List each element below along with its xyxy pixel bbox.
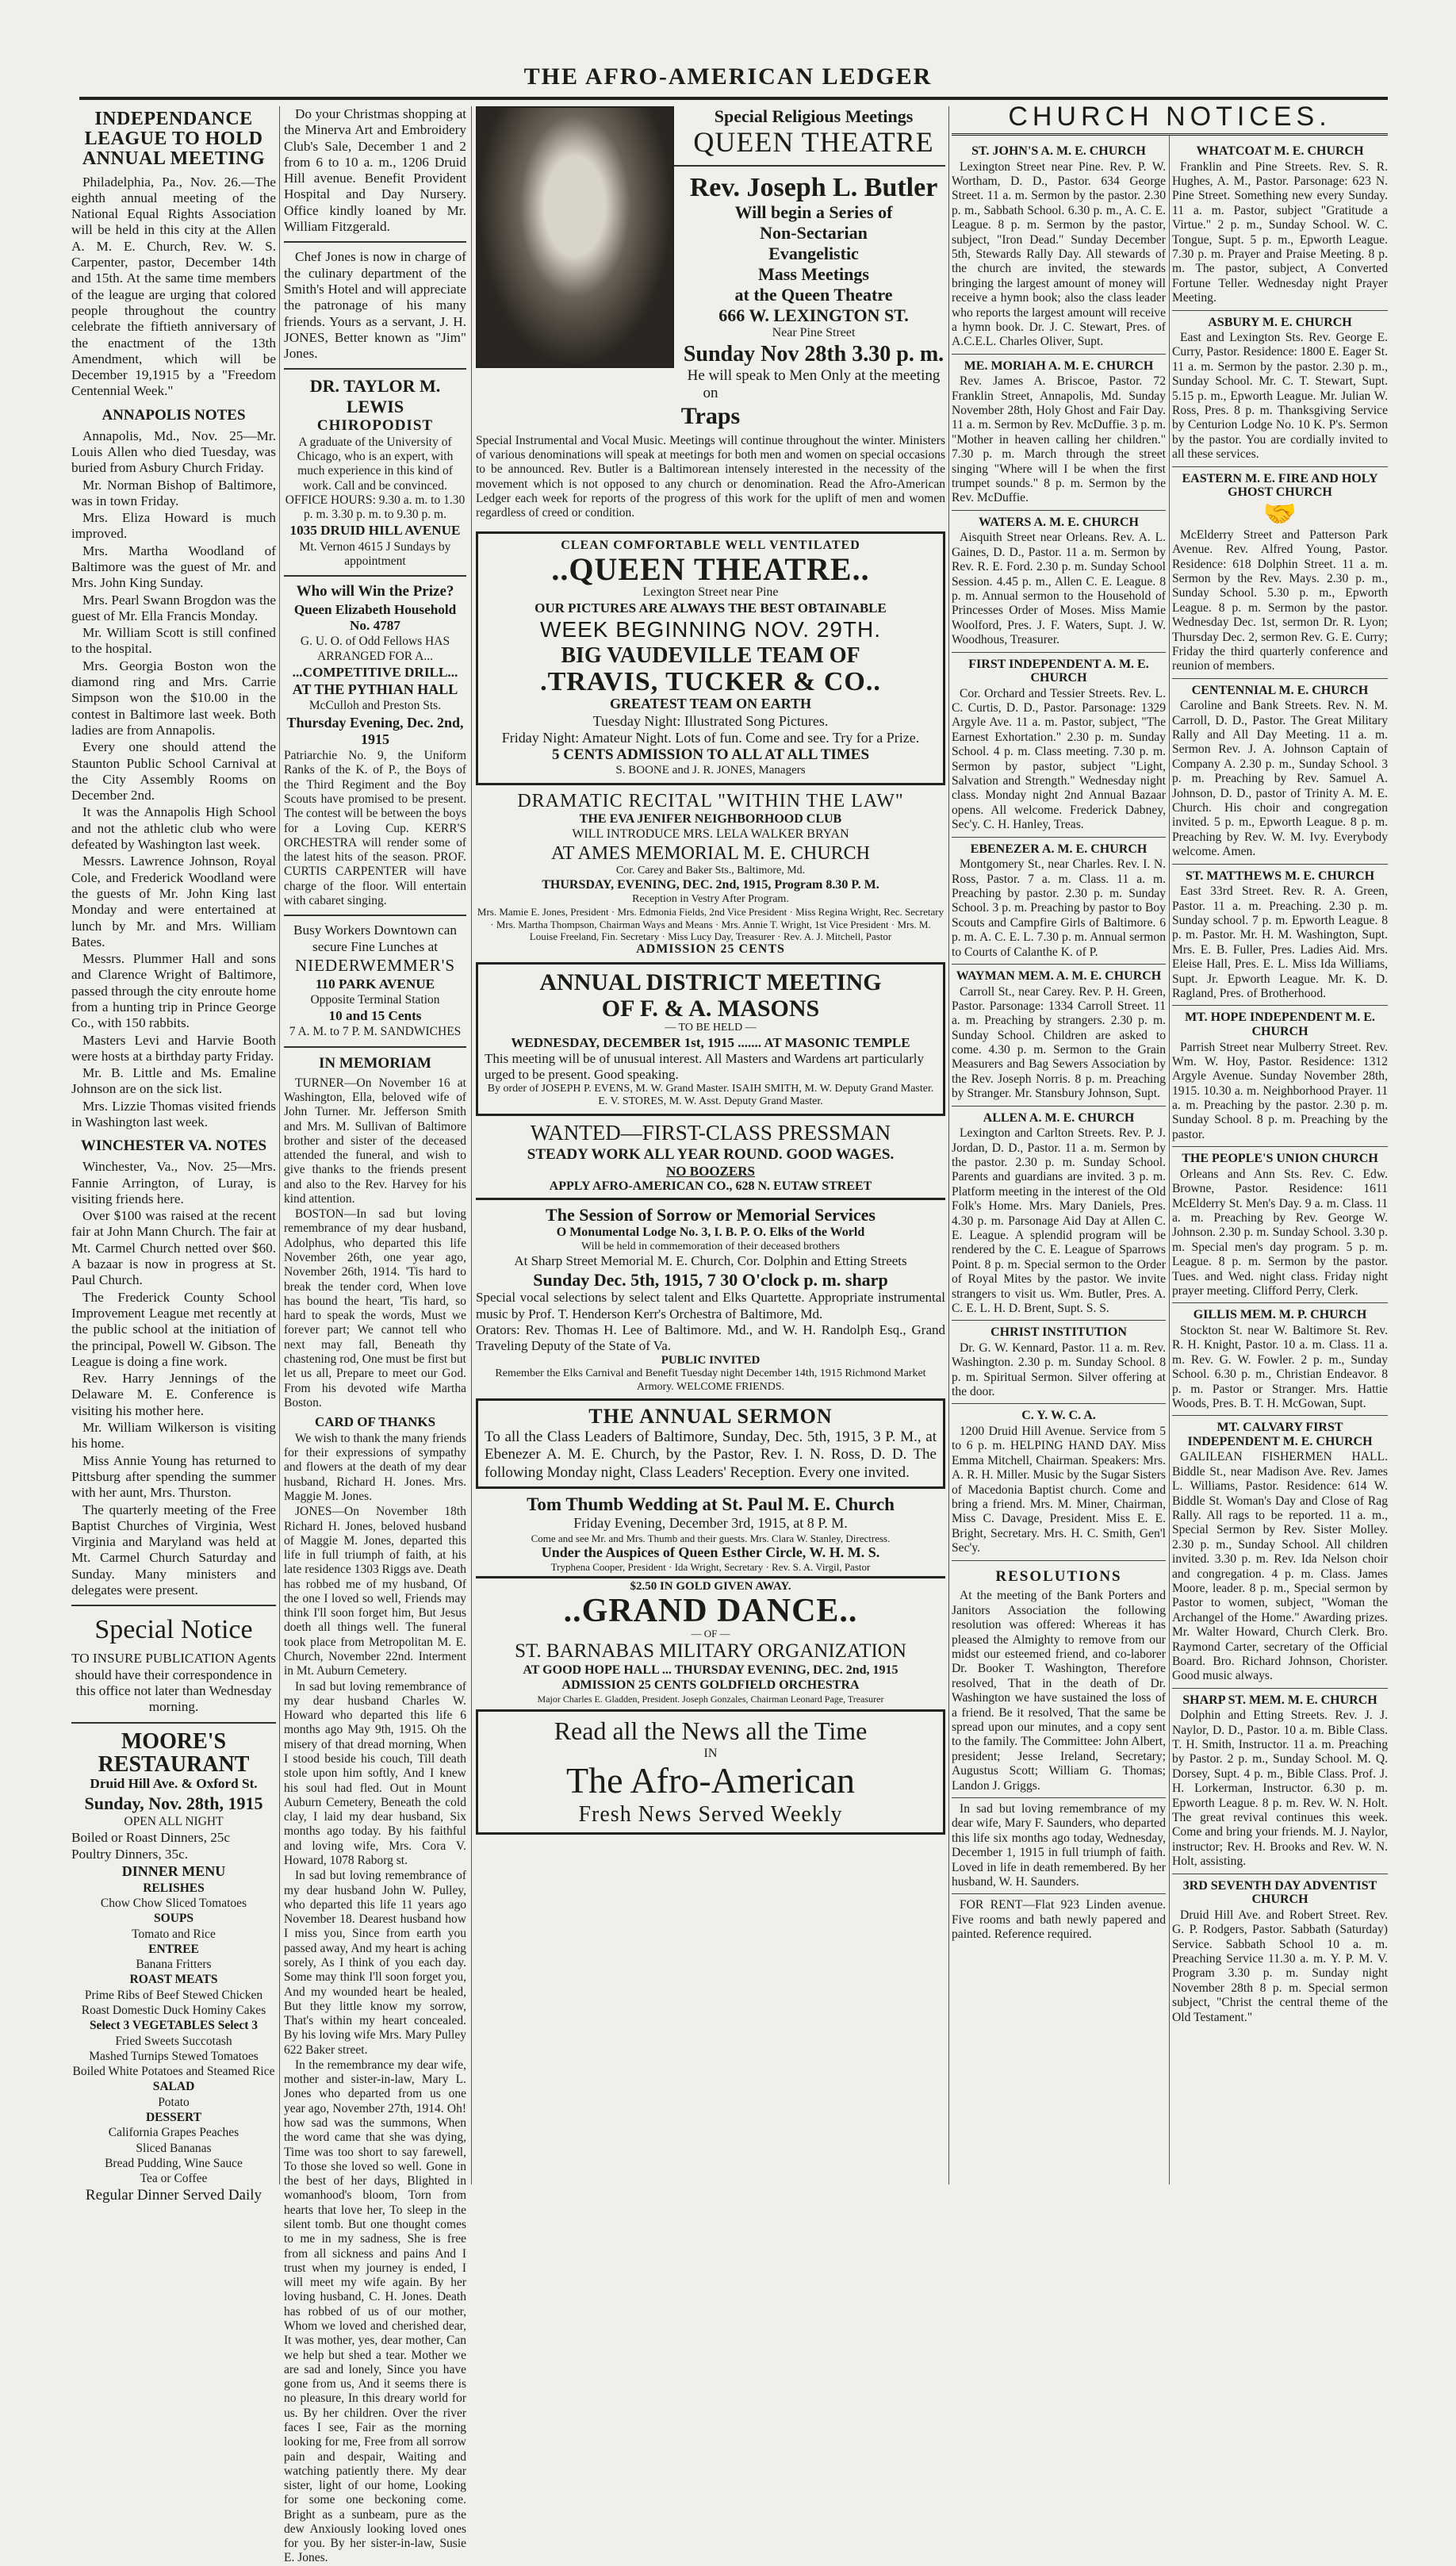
divider: [1172, 466, 1388, 467]
tom-line: Friday Evening, December 3rd, 1915, at 8 P. M.: [573, 1515, 848, 1532]
recital-line: THE EVA JENIFER NEIGHBORHOOD CLUB: [579, 812, 842, 827]
divider: [1172, 678, 1388, 679]
news-line-4: Fresh News Served Weekly: [578, 1802, 843, 1828]
church-notice: Montgomery St., near Charles. Rev. I. N. Ross, Pastor. 7 a. m. Class. 11 a. m. Preaching by pastor. 2.30 p. m. Sunday School. 3 p. m. Preaching by pastor to Boy Scouts and Campfire Girls of Baltimore. 6 p. m. A. C. E. L. 7.30 p. m. Annual sermon to Courts of Calanthe K. of P.: [952, 857, 1166, 959]
dance-officers: Major Charles E. Gladden, President. Joseph Gonzales, Chairman Leonard Page, Treasurer: [537, 1693, 884, 1705]
butler-traps: Traps: [680, 403, 741, 430]
menu-item: SALAD: [152, 2080, 195, 2094]
memoriam-paragraph: In sad but loving remembrance of my dear husband Charles W. Howard who departed this life 6 months ago May 9th, 1915. Oh the misery of that dread morning, When I stood beside his couch, Till death stole upon him softly, And I knew his soul had fled. Out in Mount Auburn Cemetery, Beneath the cold clay, I laid my dear husband, Six months ago today. By his faithful and loving wife, Mrs. Cora V. Howard, 1078 Raborg st.: [284, 1679, 466, 1867]
menu-item: Boiled White Potatoes and Steamed Rice: [72, 2065, 275, 2079]
menu-item: Roast Domestic Duck Hominy Cakes: [81, 2003, 266, 2017]
sermon-text: To all the Class Leaders of Baltimore, Sunday, Dec. 5th, 1915, 3 P. M., at Ebenezer A. M. E. Church, by the Pastor, Rev. I. N. Ross, D. D. The following Monday night, Class Leaders' Reception. Every one invited.: [485, 1428, 937, 1481]
divider: [952, 837, 1166, 838]
niederwemmer-ad: [284, 922, 466, 1040]
church-notice: Aisquith Street near Orleans. Rev. A. L. Gaines, D. D., Pastor. 11 a. m. Sermon by Rev. R. E. Ford. 2.30 p. m. Sunday School Session. 4.45 p. m., Allen C. E. League. 8 p. m. Annual sermon to the Household of Princesses Order of Moses. Miss Mamie Woolford, Pres. J. F. Waters, Supt. J. W. Woodhous, Treasurer.: [952, 531, 1166, 647]
divider: [952, 1403, 1166, 1404]
butler-line: Will begin a Series of: [734, 201, 893, 222]
moores-line: Poultry Dinners, 35c.: [71, 1847, 189, 1862]
divider: [952, 1893, 1166, 1894]
news-line-1: Read all the News all the Time: [554, 1716, 868, 1745]
moores-restaurant-ad: [71, 1730, 276, 2205]
church-heading: EASTERN M. E. FIRE AND HOLY GHOST CHURCH: [1182, 471, 1378, 500]
masons-ad: [476, 962, 945, 1116]
queen-theatre-ad: [476, 531, 945, 785]
lewis-address: 1035 DRUID HILL AVENUE: [289, 523, 461, 539]
article-paragraph: Annapolis, Md., Nov. 25—Mr. Louis Allen who died Tuesday, was buried from Asbury Church Friday.: [71, 428, 276, 476]
menu-item: Sliced Bananas: [136, 2141, 212, 2155]
in-memoriam-title: IN MEMORIAM: [319, 1054, 431, 1072]
menu-item: Tomato and Rice: [132, 1927, 216, 1941]
dramatic-recital-ad: [476, 790, 945, 957]
sorrow-line: Will be held in commemoration of their deceased brothers: [581, 1240, 840, 1252]
prize-drill: ...COMPETITIVE DRILL...: [292, 664, 458, 680]
church-heading: WATERS A. M. E. CHURCH: [979, 515, 1139, 529]
divider: [952, 964, 1166, 965]
special-notice-title: Special Notice: [94, 1615, 253, 1645]
church-notice: Cor. Orchard and Tessier Streets. Rev. L. C. Curtis, D. D., Pastor. Parsonage: 1329 Argyle Ave. 11 a. m. Pastor, subject, "The Earnest Exhortation." 2.30 p. m. Sunday School. 4 p. m. Class meeting. 7.30 p. m. Sermon by pastor, subject "Light, Salvation and Strength." Wednesday night class. Monday night 2nd Annual Bazaar opens. All welcome. Frederick Dabney, Sec'y. C. H. Hanley, Treas.: [952, 686, 1166, 832]
divider: [952, 1320, 1166, 1321]
news-line-2: IN: [703, 1746, 718, 1760]
divider: [952, 354, 1166, 355]
article-paragraph: Mr. B. Little and Ms. Emaline Johnson are on the sick list.: [71, 1065, 276, 1097]
lewis-subtitle: CHIROPODIST: [316, 417, 434, 435]
moores-address: Druid Hill Ave. & Oxford St.: [90, 1776, 258, 1792]
prize-description: Patriarchie No. 9, the Uniform Ranks of the K. of P., the Boys of the Third Regiment and the Boy Scouts have promised to be present. The contest will be between the boys for a Loving Cup. KERR'S ORCHESTRA will render some of the latest hits of the season. PROF. CURTIS CARPENTER will have charge of the floor. Will entertain with cabaret singing.: [284, 749, 466, 907]
church-notice: 1200 Druid Hill Avenue. Service from 5 to 6 p. m. HELPING HAND DAY. Miss Emma Mitchell, Chairman. Speakers: Mrs. A. R. H. Miller. Music by the Sugar Sisters of Macedonia Baptist church. Come and bring a friend. Mrs. M. Miner, Chairman, Miss C. Davage, President. Miss E. E. Bright, Secretary. Mrs. H. C. Smith, Gen'l Sec'y.: [952, 1425, 1166, 1555]
church-heading: MT. CALVARY FIRST INDEPENDENT M. E. CHURCH: [1187, 1421, 1373, 1448]
article-paragraph: Mrs. Lizzie Thomas visited friends in Washington last week.: [71, 1098, 276, 1130]
lewis-text: A graduate of the University of Chicago, who is an expert, with much experience in this kind of work. Call and be convinced. OFFICE HOURS: 9.30 a. m. to 1.30 p. m. 3.30 p. m. to 9.30 p. m.: [285, 435, 466, 522]
column-2: [284, 106, 466, 2565]
headline-annapolis-notes: ANNAPOLIS NOTES: [102, 406, 246, 424]
church-heading: SHARP ST. MEM. M. E. CHURCH: [1182, 1693, 1377, 1707]
handshake-icon: 🤝: [1263, 499, 1297, 529]
nied-name: NIEDERWEMMER'S: [294, 955, 456, 975]
recital-line: Reception in Vestry After Program.: [632, 892, 789, 905]
article-paragraph: It was the Annapolis High School and not the athletic club who were defeated by Washington last week.: [71, 804, 276, 853]
memoriam-paragraph: In the remembrance my dear wife, mother and sister-in-law, Mary L. Jones who departed from us one year ago, November 27th, 1914. Oh! how sad was the summons, When the word came that she was dying, Time was too short to say farewell, To those she loved so well. Gone in the best of her days, Blighted in womanhood's bloom, Torn from hearts that love her, To sleep in the silent tomb. But one thought comes to me in my sadness, She is free from all sickness and pains And I trust when my journey is ended, I will meet my wife again. By her loving husband, C. H. Jones. Death has robbed of us of our mother, Whom we loved and cherished dear, It was mother, yes, dear mother, Can we help but shed a tear. Mother we are sad and lonely, Since you have gone from us, And it seems there is no pleasure, In this dreary world for us. By her children. Over the river faces I see, Fair as the morning looking for me, Free from all sorrow pain and despair, Waiting and watching patiently there. My dear sister, light of our home, Looking for some one beckoning come. Bright as a sunbeam, pure as the dew Anxiously looking loved ones for you. By her sister-in-law, Susie E. Jones.: [284, 2058, 466, 2565]
menu-item: Fried Sweets Succotash: [115, 2034, 232, 2048]
tom-line: Tryphena Cooper, President · Ida Wright, Secretary · Rev. S. A. Virgil, Pastor: [550, 1561, 871, 1574]
article-paragraph: Mrs. Georgia Boston won the diamond ring and Mrs. Carrie Simpson won the $10.00 in the contest in Baltimore last week. Both ladies are from Annapolis.: [71, 658, 276, 738]
church-notice: Lexington and Carlton Streets. Rev. P. J. Jordan, D. D., Pastor. 11 a. m. Sermon by the pastor. 2.30 p. m. Sunday School. Parents and guardians are invited. 3 p. m. Platform meeting in the interest of the Old Folk's Home. Mrs. Mary Daniels, Pres. 4.30 p. m. Parsonage Aid Day at Allen C. E. League. A splendid program will be rendered by the C. E. League of Sparrows Point. 8 p. m. Special sermon to the Order of Royal Mites by the pastor. We invite strangers to visit us. Wm. Butler, Pres. A. C. E. L. H. D. Brent, Supt. S. S.: [952, 1126, 1166, 1315]
divider: [1172, 1302, 1388, 1303]
butler-line: at the Queen Theatre: [734, 284, 893, 305]
prize-hall: AT THE PYTHIAN HALL: [292, 681, 458, 698]
sorrow-title: The Session of Sorrow or Memorial Services: [546, 1205, 876, 1225]
special-notice-text: TO INSURE PUBLICATION Agents should have their correspondence in this office not later than Wednesday morning.: [71, 1651, 276, 1715]
article-paragraph: Mr. Norman Bishop of Baltimore, was in town Friday.: [71, 477, 276, 508]
queen-vaudeville: BIG VAUDEVILLE TEAM OF: [561, 643, 860, 669]
moores-menu-title: DINNER MENU: [121, 1863, 226, 1880]
divider: [284, 241, 466, 243]
menu-item: Potato: [158, 2095, 190, 2109]
church-heading: 3RD SEVENTH DAY ADVENTIST CHURCH: [1182, 1878, 1377, 1907]
column-divider: [1169, 106, 1170, 2184]
prize-drill-ad: [284, 583, 466, 908]
article-paragraph: Mr. William Wilkerson is visiting his home.: [71, 1420, 276, 1452]
grand-dance-ad: [476, 1576, 945, 1704]
nied-opposite: Opposite Terminal Station: [310, 992, 440, 1007]
article-paragraph: Chef Jones is now in charge of the culinary department of the Smith's Hotel and will appreciate the patronage of his many friends. Yours as a servant, J. H. JONES, Better known as "Jim" Jones.: [284, 249, 466, 362]
menu-item: Tea or Coffee: [140, 2172, 208, 2186]
article-paragraph: Every one should attend the Staunton Public School Carnival at the City Assembly Rooms on December 2nd.: [71, 739, 276, 804]
church-heading: FIRST INDEPENDENT A. M. E. CHURCH: [968, 657, 1149, 685]
divider: [284, 368, 466, 370]
article-paragraph: Winchester, Va., Nov. 25—Mrs. Fannie Arrington, of Luray, is visiting friends here.: [71, 1159, 276, 1206]
church-heading: ALLEN A. M. E. CHURCH: [983, 1110, 1135, 1125]
church-heading: ME. MORIAH A. M. E. CHURCH: [964, 359, 1154, 373]
queen-location: Lexington Street near Pine: [642, 585, 779, 600]
lewis-title: DR. TAYLOR M. LEWIS: [309, 376, 441, 417]
butler-line: Evangelistic: [768, 243, 859, 263]
recital-title: DRAMATIC RECITAL "WITHIN THE LAW": [517, 791, 904, 812]
butler-name: Rev. Joseph L. Butler: [689, 172, 938, 202]
recital-line: Cor. Carey and Baker Sts., Baltimore, Md.: [615, 865, 806, 877]
divider: [71, 1605, 276, 1606]
column-4-church-notices: [952, 140, 1166, 2184]
column-5-church-notices: [1172, 140, 1388, 2184]
recital-line: WILL INTRODUCE MRS. LELA WALKER BRYAN: [572, 827, 849, 842]
church-notices-title: CHURCH NOTICES.: [952, 103, 1388, 136]
divider: [952, 1797, 1166, 1798]
masons-text: This meeting will be of unusual interest. All Masters and Wardens art particularly urged to be present. Good speaking.: [485, 1050, 924, 1082]
article-paragraph: Messrs. Lawrence Johnson, Royal Cole, and Frederick Woodland were the guests of Mr. John King last Monday and were entertained at lunch by Mr. and Mrs. William Bates.: [71, 853, 276, 949]
memoriam-paragraph: BOSTON—In sad but loving remembrance of my dear husband, Adolphus, who departed this life November 26th, one year ago, November 26th, 1914. 'Tis hard to break the tender cord, When love has bound the heart, 'Tis hard, so hard to speak the words, Must we forever part; We cannot tell who next may fall, Beneath thy chastening rod, One must be first but let us all, Prepare to meet our God. From his devoted wife Martha Boston.: [284, 1207, 466, 1410]
butler-line: Mass Meetings: [758, 263, 869, 284]
menu-item: Mashed Turnips Stewed Tomatoes: [89, 2049, 259, 2063]
tom-line: Come and see Mr. and Mrs. Thumb and their guests. Mrs. Clara W. Stanley, Directress.: [531, 1532, 891, 1544]
church-heading: WHATCOAT M. E. CHURCH: [1196, 144, 1364, 158]
column-divider: [471, 106, 472, 2184]
queen-managers: S. BOONE and J. R. JONES, Managers: [615, 764, 806, 777]
divider: [1172, 1688, 1388, 1689]
church-notice: East and Lexington Sts. Rev. George E. Curry, Pastor. Residence: 1800 E. Eager St. 11 a. m. Sermon by the pastor. 2.30 p. m., Sunday School. Mr. C. T. Stewart, Supt. 5.15 p. m., Epworth League. Mr. Julian W. Ross, Pres. 8 p. m. Thanksgiving Service by Centurion Lodge No. 10 K. P's. Sermon by the pastor. You are cordially invited to all these services.: [1172, 331, 1388, 462]
column-divider: [279, 106, 280, 2184]
memoriam-paragraph: TURNER—On November 16 at Washington, Ella, beloved wife of John Turner. Mr. Jefferson Smith and Mrs. M. Sullivan of Baltimore brother and sister of the deceased attended the funeral, and wish to give thanks to the friends present and also to the Rev. Harvey for his kind attention.: [284, 1076, 466, 1206]
article-paragraph: Mrs. Eliza Howard is much improved.: [71, 510, 276, 542]
sermon-title: THE ANNUAL SERMON: [588, 1405, 833, 1429]
recital-admission: ADMISSION 25 CENTS: [636, 942, 785, 957]
pressman-line: NO BOOZERS: [666, 1164, 755, 1179]
tom-thumb-ad: [476, 1494, 945, 1573]
church-heading: C. Y. W. C. A.: [1021, 1409, 1096, 1423]
menu-item: Regular Dinner Served Daily: [85, 2187, 262, 2204]
moores-title: MOORE'S RESTAURANT: [98, 1728, 250, 1777]
church-notice: McElderry Street and Patterson Park Avenue. Rev. Alfred Young, Pastor. Residence: 618 Dolphin Street. 11 a. m. Sermon by the Rev. Mays. 2.30 p. m., Sunday School. 5.30 p. m., Epworth League. 8 p. m. Sermon by the pastor. Wednesday Dec. 1st, sermon Dr. R. Lyon; Thursday Dec. 2, sermon Rev. G. E. Curry; Friday the third quarterly conference and reunion of members.: [1172, 527, 1388, 673]
church-heading: CENTENNIAL M. E. CHURCH: [1191, 683, 1369, 697]
butler-date: Sunday Nov 28th 3.30 p. m.: [683, 341, 944, 366]
prize-streets: McCulloh and Preston Sts.: [308, 699, 442, 713]
recital-church: AT AMES MEMORIAL M. E. CHURCH: [550, 843, 871, 865]
queen-team: .TRAVIS, TUCKER & CO..: [540, 667, 881, 697]
memoriam-paragraph: JONES—On November 18th Richard H. Jones, beloved husband of Maggie M. Jones, departed this life in full triumph of faith, at his late residence 1303 Riggs ave. Death has robbed me of my husband, Of the one I loved so well, Friends may think I'll soon forget him, But Jesus doeth all things well. The funeral took place from Metropolitan M. E. Church, November 22nd. Interment in Mt. Auburn Cemetery.: [284, 1505, 466, 1678]
church-notice: Rev. James A. Briscoe, Pastor. 72 Franklin Street, Annapolis, Md. Sunday November 28th, Holy Ghost and Fair Day. 11 a. m. Sermon by Rev. McDuffie. 3 p. m. "Mother in heaven calling her children." 7.30 p. m. March through the street singing "Where will I be when the first trumpet sounds." 8 p. m. Sermon by the Rev. McDuffie.: [952, 374, 1166, 505]
queen-top: CLEAN COMFORTABLE WELL VENTILATED: [561, 539, 860, 553]
sorrow-line: At Sharp Street Memorial M. E. Church, Cor. Dolphin and Etting Streets: [514, 1253, 907, 1269]
card-of-thanks-title: CARD OF THANKS: [314, 1414, 436, 1430]
divider: [284, 1046, 466, 1048]
pressman-line: STEADY WORK ALL YEAR ROUND. GOOD WAGES.: [527, 1145, 895, 1163]
sorrow-line: Remember the Elks Carnival and Benefit Tuesday night December 14th, 1915 Richmond Market Armory. WELCOME FRIENDS.: [495, 1367, 926, 1393]
queen-week: WEEK BEGINNING NOV. 29TH.: [539, 617, 882, 642]
nied-hours: 7 A. M. to 7 P. M. SANDWICHES: [289, 1025, 462, 1039]
masthead-rule: [79, 97, 1388, 100]
tom-line: Under the Auspices of Queen Esther Circle, W. H. M. S.: [541, 1544, 880, 1560]
divider: [1172, 1146, 1388, 1147]
resolutions-text: At the meeting of the Bank Porters and Janitors Association the following resolution was offered: Whereas it has pleased the Almighty to remove from our midst our esteemed friend, and co-laborer Dr. Booker T. Washington, Therefore resolved, That in the death of Dr. Washington we have sustained the loss of a friend. Be it resolved, That the same be spread upon our minutes, and a copy sent to the family. The Committee: John Albert, president; Jesse Ireland, Secretary; Augustus Scott; William G. Thomas; Landon J. Griggs.: [952, 1589, 1166, 1793]
column-divider: [948, 106, 949, 2184]
church-heading: WAYMAN MEM. A. M. E. CHURCH: [956, 968, 1162, 983]
divider: [952, 1560, 1166, 1561]
special-meetings: Special Religious Meetings: [714, 106, 914, 126]
divider: [1172, 310, 1388, 311]
butler-line: Near Pine Street: [772, 325, 856, 339]
article-paragraph: Mrs. Pearl Swann Brogdon was the guest of Mr. Ella Francis Monday.: [71, 592, 276, 623]
sorrow-line: PUBLIC INVITED: [661, 1353, 761, 1367]
masons-by: By order of JOSEPH P. EVENS, M. W. Grand Master. ISAIH SMITH, M. W. Deputy Grand Master. E. V. STORES, M. W. Asst. Deputy Grand Master.: [487, 1082, 934, 1108]
church-heading: EBENEZER A. M. E. CHURCH: [970, 842, 1148, 856]
menu-item: DESSERT: [145, 2110, 202, 2124]
masons-held: — TO BE HELD —: [665, 1022, 757, 1034]
divider: [1172, 1415, 1388, 1416]
dance-admission: ADMISSION 25 CENTS GOLDFIELD ORCHESTRA: [561, 1678, 860, 1692]
prize-lodge: Queen Elizabeth Household No. 4787: [293, 601, 457, 634]
church-notice: Druid Hill Ave. and Robert Street. Rev. G. P. Rodgers, Pastor. Sabbath (Saturday) Service. Sabbath School 10 a. m. Preaching Service 11.30 a. m. Y. P. M. V. Program 3.30 p. m. Sunday night November 28th 8 p. m. Special sermon subject, "Christ the central theme of the Old Testament.": [1172, 1908, 1388, 2024]
menu-item: SOUPS: [154, 1912, 193, 1926]
divider: [284, 575, 466, 577]
dance-location: AT GOOD HOPE HALL ... THURSDAY EVENING, DEC. 2nd, 1915: [523, 1663, 899, 1677]
article-paragraph: Mr. William Scott is still confined to the hospital.: [71, 625, 276, 657]
thanks-paragraph: We wish to thank the many friends for their expressions of sympathy and flowers at the death of my dear husband, Richard H. Jones. Mrs. Maggie M. Jones.: [284, 1431, 466, 1503]
butler-line: 666 W. LEXINGTON ST.: [718, 305, 909, 325]
menu-item: Banana Fritters: [136, 1958, 212, 1972]
article-paragraph: Over $100 was raised at the recent fair at John Mann Church. The fair at Mt. Carmel Church netted over $60. A bazaar is now in progress at St. Paul Church.: [71, 1208, 276, 1288]
saunders-memorial: In sad but loving remembrance of my dear wife, Mary F. Saunders, who departed this life six months ago today, Wednesday, December 1, 1915 in full triumph of faith. Loved in life in death remembered. By her husband, W. H. Saunders.: [952, 1801, 1166, 1889]
moores-date: Sunday, Nov. 28th, 1915: [84, 1793, 263, 1813]
for-rent-notice: FOR RENT—Flat 923 Linden avenue. Five rooms and bath newly papered and painted. Reference required.: [952, 1898, 1166, 1942]
divider: [1172, 1005, 1388, 1006]
church-heading: CHRIST INSTITUTION: [990, 1325, 1127, 1340]
masons-subtitle: OF F. & A. MASONS: [601, 995, 820, 1022]
nied-price: 10 and 15 Cents: [328, 1008, 422, 1024]
lewis-phone: Mt. Vernon 4615 J Sundays by appointment: [299, 539, 451, 569]
article-paragraph: Rev. Harry Jennings of the Delaware M. E. Conference is visiting his mother here.: [71, 1371, 276, 1418]
divider: [71, 1722, 276, 1724]
church-notice: Lexington Street near Pine. Rev. P. W. Wortham, D. D., Pastor. 634 George Street. 11 a. m. Sermon by the pastor. 2.30 p. m., Sabbath School. 6.30 p. m., A. C. E. League. 8 p. m. Sermon by the pastor, subject, "Iron Dead." Sunday December 5th, Stewards Rally Day. All stewards of the church are invited, the stewards bringing the largest amount of money will receive a hymn book; also the class leader who reports the largest amount will receive a hymn book. Dr. J. C. Stewart, Pres. of A.C.E.L. Charles Oliver, Supt.: [952, 159, 1166, 349]
prize-text: G. U. O. of Odd Fellows HAS ARRANGED FOR A...: [300, 635, 450, 663]
annual-sermon-ad: [476, 1398, 945, 1489]
menu-item: Bread Pudding, Wine Sauce: [105, 2156, 243, 2170]
sorrow-line: Special vocal selections by select talent and Elks Quartette. Appropriate instrumental music by Prof. T. Henderson Kerr's Orchestra of Baltimore, Md.: [476, 1290, 945, 1321]
portrait-photo: [476, 106, 674, 368]
divider: [1172, 864, 1388, 865]
moores-open: OPEN ALL NIGHT: [124, 1814, 224, 1828]
article-paragraph: Messrs. Plummer Hall and sons and Clarence Wright of Baltimore, passed through the city enroute home from a hunting trip in Prince George Co., with 150 rabbits.: [71, 951, 276, 1031]
menu-item: RELISHES: [143, 1881, 205, 1895]
menu-item: Chow Chow Sliced Tomatoes: [100, 1897, 247, 1910]
tom-title: Tom Thumb Wedding at St. Paul M. E. Church: [527, 1494, 895, 1515]
divider: [952, 652, 1166, 653]
resolutions-title: RESOLUTIONS: [995, 1567, 1122, 1585]
recital-date: THURSDAY, EVENING, DEC. 2nd, 1915, Program 8.30 P. M.: [542, 878, 879, 892]
divider: [284, 915, 466, 916]
menu-item: ENTREE: [148, 1942, 199, 1956]
queen-admission: 5 CENTS ADMISSION TO ALL AT ALL TIMES: [551, 746, 870, 764]
sorrow-line: O Monumental Lodge No. 3, I. B. P. O. Elks of the World: [556, 1225, 865, 1240]
butler-description: Special Instrumental and Vocal Music. Meetings will continue throughout the winter. Ministers of various denominations will speak at meetings for both men and women on special occasions to be announced. Rev. Butler is a Baltimorean intensely interested in the necessity of the movement which is not opposed to any church or denomination. Read the Afro-American Ledger each week for reports of the progress of this work for the uplift of men and women regardless of creed or condition.: [476, 433, 945, 520]
recital-officers: Mrs. Mamie E. Jones, President · Mrs. Edmonia Fields, 2nd Vice President · Miss Regina Wright, Rec. Secretary · Mrs. Martha Thompson, Chairman Ways and Means · Mrs. Annie T. Wright, 1st Vice President · Mrs. M. Louise Freeland, Fin. Secretary · Miss Lucy Day, Treasurer · Rev. A. J. Mitchell, Pastor: [477, 906, 944, 943]
church-notice: East 33rd Street. Rev. R. A. Green, Pastor. 11 a. m. Preaching. 2.30 p. m. Sunday school. 7 p. m. Epworth League. 8 p. m. Pastor. Mr. H. M. Washington, Supt. Mrs. E. B. Fuller, Pres. Ladies Aid. Mrs. Eleise Hall, Pres. E. L. Miss Ida Williams, Supt. Jr. Epworth League. Mr. K. D. Ragland, Pres. of Brotherhood.: [1172, 884, 1388, 1000]
nied-address: 110 PARK AVENUE: [315, 976, 435, 991]
butler-line: Non-Sectarian: [760, 222, 868, 243]
moores-line: Boiled or Roast Dinners, 25c: [71, 1829, 231, 1845]
butler-ad: [476, 106, 945, 520]
headline-winchester-notes: WINCHESTER VA. NOTES: [80, 1137, 267, 1155]
masthead: THE AFRO-AMERICAN LEDGER: [523, 63, 933, 90]
lewis-ad: [284, 376, 466, 569]
article-paragraph: Miss Annie Young has returned to Pittsburg after spending the summer with her aunt, Mrs. Thurston.: [71, 1452, 276, 1501]
read-news-ad: [476, 1709, 945, 1835]
menu-item: Prime Ribs of Beef Stewed Chicken: [84, 1988, 263, 2002]
church-heading: ST. MATTHEWS M. E. CHURCH: [1185, 869, 1375, 883]
article-paragraph: The quarterly meeting of the Free Baptist Churches of Virginia, West Virginia and Maryland was held at Mt. Carmel Church Saturday and Sunday. Many ministers and delegates were present.: [71, 1502, 276, 1598]
article-paragraph: Masters Levi and Harvie Booth were hosts at a birthday party Friday.: [71, 1032, 276, 1064]
queen-theatre-heading: QUEEN THEATRE: [693, 125, 934, 158]
prize-question: Who will Win the Prize?: [296, 583, 454, 600]
church-notice: Caroline and Bank Streets. Rev. N. M. Carroll, D. D., Pastor. The Great Military Rally and All Day Meeting. 11 a. m. Sermon Rev. J. A. Johnson Captain of Company A. 2.30 p. m., Sunday School. 3 p. m. Preaching by Rev. Samuel A. Johnson, D. D., pastor of Trinity A. M. E. Church. His choir and congregation invited. 5 p. m., Epworth League. 8 p. m. Preaching by Rev. W. M. Ivy. Everybody welcome. Amen.: [1172, 699, 1388, 859]
church-heading: THE PEOPLE'S UNION CHURCH: [1182, 1152, 1378, 1166]
church-notice: Franklin and Pine Streets. Rev. S. R. Hughes, A. M., Pastor. Parsonage: 623 N. Pine Street. Something new every Sunday. 11 a. m. Pastor, subject "Gratitude a Virtue." 2 p. m., Sunday School. W. C. Tongue, Supt. 5 p. m., Epworth League. 7.30 p. m. Prayer and Praise Meeting. 8 p. m. The pastor, subject, A Converted Fortune Teller. Wednesday night Prayer Meeting.: [1172, 159, 1388, 305]
sorrow-session-ad: [476, 1205, 945, 1394]
queen-pictures: OUR PICTURES ARE ALWAYS THE BEST OBTAINABLE: [535, 600, 887, 616]
article-paragraph: The Frederick County School Improvement League met recently at the public school at the initiation of the principal, Powell W. Gibson. The League is doing a fine work.: [71, 1289, 276, 1369]
dance-top: $2.50 IN GOLD GIVEN AWAY.: [630, 1580, 791, 1594]
sorrow-date: Sunday Dec. 5th, 1915, 7 30 O'clock p. m. sharp: [533, 1269, 888, 1290]
prize-date: Thursday Evening, Dec. 2nd, 1915: [286, 714, 464, 747]
column-1: [71, 106, 276, 2204]
church-notice: Carroll St., near Carey. Rev. P. H. Green, Pastor. Parsonage: 1334 Carroll Street. 11 a. m. Preaching by strangers. 2.30 p. m. Sunday School. Children are asked to come. 4.30 p. m. Sermon to the Grain Measurers and Bag Sewers Association by the Rev. Joseph Norris. 8 p. m. Preaching by Stranger. Mr. Stansbury Johnson, Supt.: [952, 984, 1166, 1101]
queen-greatest: GREATEST TEAM ON EARTH: [610, 696, 811, 712]
divider: [952, 510, 1166, 511]
special-notice: [71, 1614, 276, 1715]
masons-date: WEDNESDAY, DECEMBER 1st, 1915 ....... AT MASONIC TEMPLE: [511, 1034, 910, 1050]
queen-friday: Friday Night: Amateur Night. Lots of fun. Come and see. Try for a Prize.: [501, 729, 920, 746]
church-heading: GILLIS MEM. M. P. CHURCH: [1193, 1308, 1367, 1322]
church-notice: GALILEAN FISHERMEN HALL. Biddle St., near Madison Ave. Rev. James L. Williams, Pastor. Residence: 614 W. Biddle St. Woman's Day and Close of Rag Rally. All rags to be reported. 11 a. m., Special Sermon by Rev. Sister Molley. 2.30 p. m., Sunday School. All children invited. 3.30 p. m. Rev. Ida Nelson choir and congregation. 4 p. m. Class. James Moore, leader. 8 p. m., Special sermon by Pastor to women, subject, "Woman the Archangel of the Home." Awarding prizes. Mr. Walter Howard, Church Clerk. Bro. Raymond Carter, secretary of the Official Board. Bro. Richard Johnson, Chorister. Good music always.: [1172, 1450, 1388, 1683]
church-notice: Orleans and Ann Sts. Rev. C. Edw. Browne, Pastor. Residence: 1611 McElderry St. Men's Day. 9 a. m. Class. 11 a. m. Preaching by Rev. George W. Johnson. 2.30 p. m. Sunday School. 3.30 p. m. Special men's day program. 5 p. m. League. 8 p. m. Sermon by the pastor. Tues. and Wed. night class. Friday night prayer meeting. Clifford Perry, Clerk.: [1172, 1167, 1388, 1298]
queen-title: ..QUEEN THEATRE..: [551, 551, 870, 588]
queen-tuesday: Tuesday Night: Illustrated Song Pictures.: [592, 712, 829, 729]
sorrow-line: Orators: Rev. Thomas H. Lee of Baltimore. Md., and W. H. Randolph Esq., Grand Traveling Deputy of the State of Va.: [476, 1321, 945, 1353]
church-notice: Stockton St. near W. Baltimore St. Rev. R. H. Knight, Pastor. 10 a. m. Class. 11 a. m. Rev. G. W. Fowler. 2 p. m., Sunday School. 6.30 p. m., Christian Endeavor. 8 p. m. Pastor or Stranger. Mrs. Hattie Woods, Pres. B. T. H. McGowan, Supt.: [1172, 1323, 1388, 1410]
masons-title: ANNUAL DISTRICT MEETING: [539, 969, 882, 996]
article-paragraph: Mrs. Martha Woodland of Baltimore was the guest of Mr. and Mrs. John King Sunday.: [71, 543, 276, 591]
article-paragraph: Philadelphia, Pa., Nov. 26.—The eighth annual meeting of the National Equal Rights Association will be held in this city at the Allen A. M. E. Church, Rev. W. S. Carpenter, pastor, December 14th and 15th. At the same time members of the league are urging that colored people throughout the country celebrate the fiftieth anniversary of the enactment of the 13th Amendment, which will be December 19,1915 by a "Freedom Centennial Week.": [71, 174, 276, 399]
news-title: The Afro-American: [565, 1760, 855, 1801]
column-3-advertisements: [476, 106, 945, 2184]
church-heading: MT. HOPE INDEPENDENT M. E. CHURCH: [1185, 1011, 1375, 1038]
church-notice: Parrish Street near Mulberry Street. Rev. Wm. W. Hoy, Pastor. Residence: 1312 Argyle Avenue. Sunday November 28th, 1915. 10.30 a. m. Neighborhood Prayer. 11 a. m. Preaching by the pastor. 2.30 p. m. Sunday School. 8 p. m. Preaching by the pastor.: [1172, 1040, 1388, 1141]
church-heading: ASBURY M. E. CHURCH: [1208, 315, 1352, 329]
dance-of: — OF —: [691, 1628, 730, 1640]
dance-title: ..GRAND DANCE..: [563, 1593, 858, 1630]
article-paragraph: Do your Christmas shopping at the Minerva Art and Embroidery Club's Sale, December 1 and 2 from 6 to 10 a. m., 1206 Druid Hill avenue. Benefit Provident Hospital and Day Nursery. Office kindly loaned by Mr. William Fitzgerald.: [284, 106, 466, 235]
dance-org: ST. BARNABAS MILITARY ORGANIZATION: [515, 1640, 906, 1663]
menu-item: ROAST MEATS: [129, 1973, 218, 1987]
church-notice: Dr. G. W. Kennard, Pastor. 11 a. m. Rev. Washington. 2.30 p. m. Sunday School. 8 p. m. Spiritual Sermon. Silver offering at the door.: [952, 1341, 1166, 1399]
memoriam-paragraph: In sad but loving remembrance of my dear husband John W. Pulley, who departed this life 11 years ago November 18. Dearest husband how I miss you, Since from earth you passed away, And my heart is aching sorely, As I think of you each day. Some may think I'll soon forget you, And my wounded heart be healed, But they little know my sorrow, That's within my heart concealed. By his loving wife Mrs. Mary Pulley 622 Baker street.: [284, 1869, 466, 2057]
nied-intro: Busy Workers Downtown can secure Fine Lunches at: [293, 922, 457, 954]
pressman-ad: [476, 1121, 945, 1200]
menu-item: Select 3 VEGETABLES Select 3: [89, 2019, 259, 2033]
church-notice: Dolphin and Etting Streets. Rev. J. J. Naylor, D. D., Pastor. 10 a. m. Bible Class. T. H. Smith, Instructor. 11 a. m. Preaching by Pastor. 2 p. m., Sunday School. M. Q. Dorsey, Supt. 4 p. m., Bible Class. Prof. J. H. Lorkerman, Instructor. 6.30 p. m. Epworth League. 8 p. m. Rev. W. N. Holt. The great revival continues this week. Come and bring your friends. M. J. Naylor, instructor; Rev. H. Brooks and Rev. W. N. Holt, assisting.: [1172, 1709, 1388, 1869]
divider: [952, 1106, 1166, 1107]
pressman-title: WANTED—FIRST-CLASS PRESSMAN: [530, 1120, 891, 1145]
headline-independance-league: INDEPENDANCE LEAGUE TO HOLD ANNUAL MEETING: [82, 109, 266, 170]
menu-item: California Grapes Peaches: [108, 2126, 239, 2140]
church-heading: ST. JOHN'S A. M. E. CHURCH: [971, 144, 1146, 158]
pressman-line: APPLY AFRO-AMERICAN CO., 628 N. EUTAW STREET: [549, 1179, 872, 1194]
butler-line: He will speak to Men Only at the meeting on: [687, 366, 941, 401]
